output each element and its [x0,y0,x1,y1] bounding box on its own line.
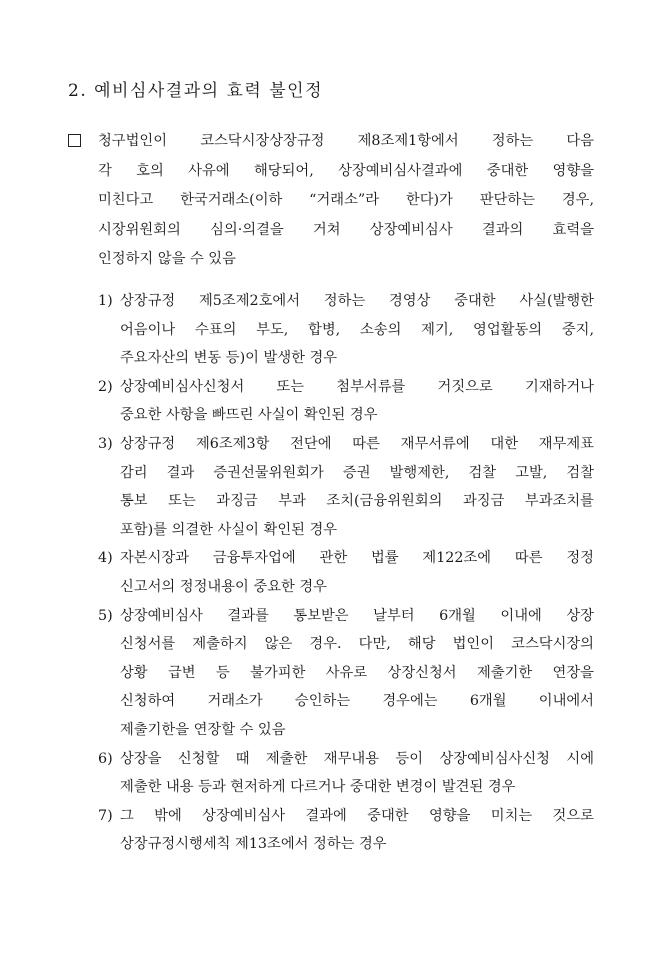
intro-line: 인정하지 않을 수 있음 [98,251,236,267]
item-line: 어음이나 수표의 부도, 합병, 소송의 제기, 영업활동의 중지, [120,321,594,338]
item-line: 신청하여 거래소가 승인하는 경우에는 6개월 이내에서 [120,693,594,710]
item-line: 신청서를 제출하지 않은 경우. 다만, 해당 법인이 코스닥시장의 [120,636,594,653]
intro-line: 각 호의 사유에 해당되어, 상장예비심사결과에 중대한 영향을 [98,162,594,179]
item-number: 6) [98,750,113,767]
item-line: 상장규정시행세칙 제13조에서 정하는 경우 [120,836,387,853]
item-line: 포함)를 의결한 사실이 확인된 경우 [120,521,338,538]
section-title: 2. 예비심사결과의 효력 불인정 [68,81,323,101]
item-line: 신고서의 정정내용이 중요한 경우 [120,578,327,595]
intro-line: 미친다고 한국거래소(이하 “거래소”라 한다)가 판단하는 경우, [98,192,594,208]
item-number: 3) [98,435,113,452]
item-line: 상장규정 제6조제3항 전단에 따른 재무서류에 대한 재무제표 [120,435,594,452]
item-line: 상황 급변 등 불가피한 사유로 상장신청서 제출기한 연장을 [120,664,594,681]
item-number: 7) [98,807,113,824]
item-line: 제출기한을 연장할 수 있음 [120,721,286,738]
intro-paragraph [98,127,594,275]
item-line: 감리 결과 증권선물위원회가 증권 발행제한, 검찰 고발, 검찰 [120,464,594,481]
item-line: 자본시장과 금융투자업에 관한 법률 제122조에 따른 정정 [120,550,594,567]
item-line: 상장규정 제5조제2호에서 정하는 경영상 중대한 사실(발행한 [120,293,594,309]
item-line: 중요한 사항을 빠뜨린 사실이 확인된 경우 [120,407,378,424]
item-line: 주요자산의 변동 등)이 발생한 경우 [120,350,338,367]
list-item [98,745,594,802]
item-line: 제출한 내용 등과 현저하게 다르거나 중대한 변경이 발견된 경우 [120,779,516,796]
list-item [98,373,594,430]
list-item [98,602,594,745]
intro-line: 청구법인이 코스닥시장상장규정 제8조제1항에서 정하는 다음 [98,133,594,149]
item-line: 그 밖에 상장예비심사 결과에 중대한 영향을 미치는 것으로 [120,807,594,824]
intro-line: 시장위원회의 심의·의결을 거쳐 상장예비심사 결과의 효력을 [98,221,594,238]
item-line: 상장을 신청할 때 제출한 재무내용 등이 상장예비심사신청 시에 [120,750,594,767]
item-line: 상장예비심사 결과를 통보받은 날부터 6개월 이내에 상장 [120,607,594,624]
item-line: 상장예비심사신청서 또는 첨부서류를 거짓으로 기재하거나 [120,378,594,395]
item-number: 5) [98,607,113,624]
list-item [98,802,594,859]
checkbox-bullet-icon [68,134,81,147]
condition-list [98,287,594,859]
list-item [98,544,594,601]
list-item [98,287,594,373]
item-line: 통보 또는 과징금 부과 조치(금융위원회의 과징금 부과조치를 [120,493,594,510]
item-number: 1) [98,293,113,309]
list-item [98,430,594,544]
item-number: 2) [98,378,113,395]
item-number: 4) [98,550,113,567]
